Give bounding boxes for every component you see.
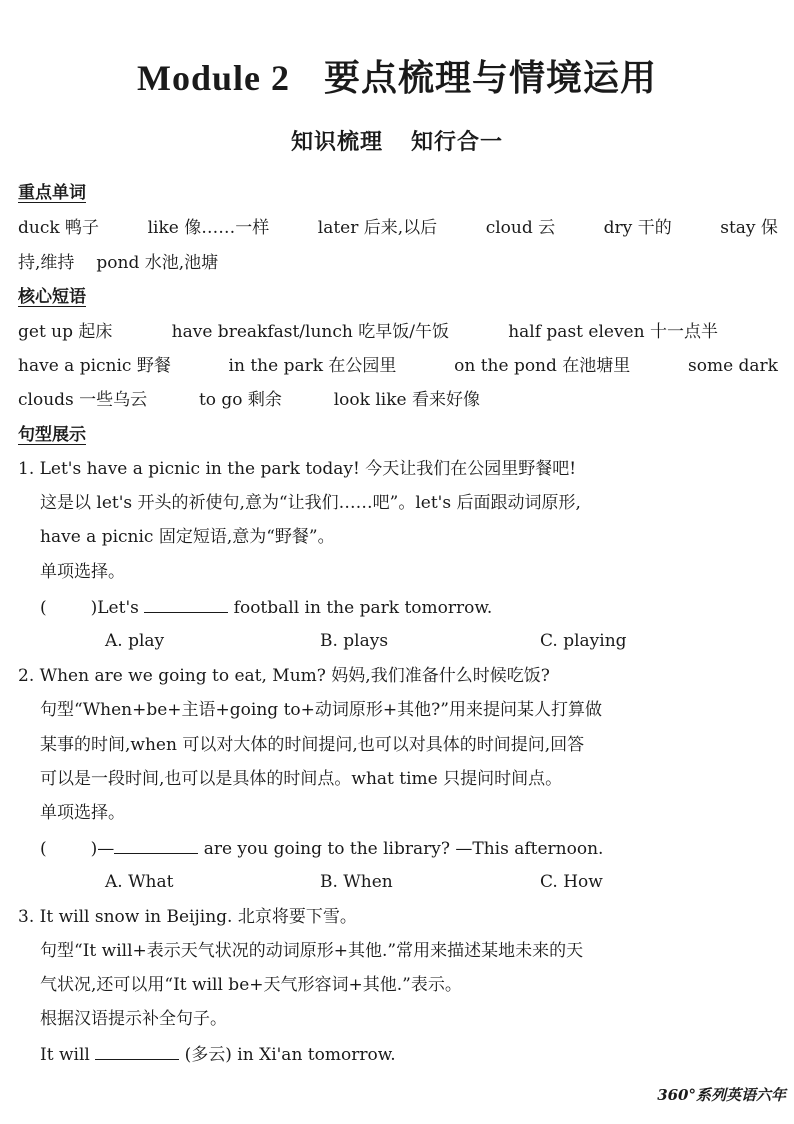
s2-explain-3: 可以是一段时间,也可以是具体的时间点。what time 只提问时间点。 [40, 769, 563, 789]
word-item: dry 干的 [603, 218, 672, 238]
words-line-2 [18, 252, 218, 274]
s3-question-hint: (多云) in Xi'an tomorrow. [184, 1045, 396, 1065]
s1-task: 单项选择。 [40, 562, 125, 582]
s1-question-rest: football in the park tomorrow. [233, 598, 493, 618]
phrase-item: have a picnic 野餐 [18, 356, 171, 376]
phrase-item: on the pond 在池塘里 [454, 356, 631, 376]
word-item: pond 水池,池塘 [96, 253, 219, 273]
s3-task: 根据汉语提示补全句子。 [40, 1009, 227, 1029]
s3-explain-2: 气状况,还可以用“It will be+天气形容词+其他.”表示。 [40, 975, 462, 995]
heading-sentence-patterns: 句型展示 [18, 425, 86, 445]
phrase-item: look like 看来好像 [333, 390, 480, 410]
s2-task: 单项选择。 [40, 803, 125, 823]
s2-option-b: B. When [320, 872, 393, 892]
heading-key-phrases: 核心短语 [18, 287, 86, 307]
page-title [0, 50, 794, 101]
words-line-1 [18, 217, 778, 239]
page-footer: 360°系列英语六年 [657, 1086, 786, 1104]
s2-option-a: A. What [105, 872, 174, 892]
subtitle-right: 知行合一 [411, 129, 504, 155]
phrases-line-2 [18, 355, 778, 377]
s2-blank[interactable] [114, 837, 198, 854]
page-subtitle [0, 125, 794, 156]
phrases-line-3 [18, 389, 480, 411]
subtitle-left: 知识梳理 [290, 129, 383, 155]
s2-answer-paren-open: ( [40, 839, 47, 859]
s1-explain-1: 这是以 let's 开头的祈使句,意为“让我们……吧”。let's 后面跟动词原形, [40, 493, 581, 513]
s1-option-a: A. play [105, 631, 165, 651]
s2-question [40, 837, 603, 860]
word-item: cloud 云 [485, 218, 556, 238]
s3-question-start: It will [40, 1045, 90, 1065]
phrase-item: in the park 在公园里 [228, 356, 397, 376]
s1-blank[interactable] [144, 596, 228, 613]
s1-sentence: 1. Let's have a picnic in the park today! 今天让我们在公园里野餐吧! [18, 459, 577, 479]
s1-explain-2: have a picnic 固定短语,意为“野餐”。 [40, 527, 335, 547]
s1-answer-paren-open: ( [40, 598, 47, 618]
word-item: stay 保 [720, 218, 778, 238]
title-module: Module 2 [136, 58, 290, 98]
s2-explain-2: 某事的时间,when 可以对大体的时间提问,也可以对具体的时间提问,回答 [40, 735, 585, 755]
s2-sentence: 2. When are we going to eat, Mum? 妈妈,我们准备什么时候吃饭? [18, 666, 550, 686]
word-item: 持,维持 [18, 253, 75, 273]
s1-option-b: B. plays [320, 631, 389, 651]
phrase-item: half past eleven 十一点半 [508, 322, 718, 342]
s1-question-start: )Let's [90, 598, 139, 618]
s3-blank[interactable] [95, 1043, 179, 1060]
phrase-item: clouds 一些乌云 [18, 390, 148, 410]
s2-question-start: )— [90, 839, 115, 859]
s3-explain-1: 句型“It will+表示天气状况的动词原形+其他.”常用来描述某地未来的天 [40, 941, 584, 961]
phrases-line-1 [18, 321, 718, 343]
s2-question-rest: are you going to the library? —This afternoon. [203, 839, 604, 859]
phrase-item: some dark [687, 356, 778, 376]
s2-explain-1: 句型“When+be+主语+going to+动词原形+其他?”用来提问某人打算做 [40, 700, 602, 720]
phrase-item: have breakfast/lunch 吃早饭/午饭 [171, 322, 449, 342]
s1-question [40, 596, 492, 619]
word-item: later 后来,以后 [317, 218, 438, 238]
title-topic: 要点梳理与情境运用 [324, 58, 658, 98]
phrase-item: get up 起床 [18, 322, 113, 342]
s1-option-c: C. playing [540, 631, 627, 651]
heading-key-words: 重点单词 [18, 183, 86, 203]
s3-question [40, 1043, 396, 1066]
word-item: duck 鸭子 [18, 218, 100, 238]
s2-option-c: C. How [540, 872, 603, 892]
phrase-item: to go 剩余 [198, 390, 282, 410]
s3-sentence: 3. It will snow in Beijing. 北京将要下雪。 [18, 907, 357, 927]
word-item: like 像……一样 [147, 218, 270, 238]
